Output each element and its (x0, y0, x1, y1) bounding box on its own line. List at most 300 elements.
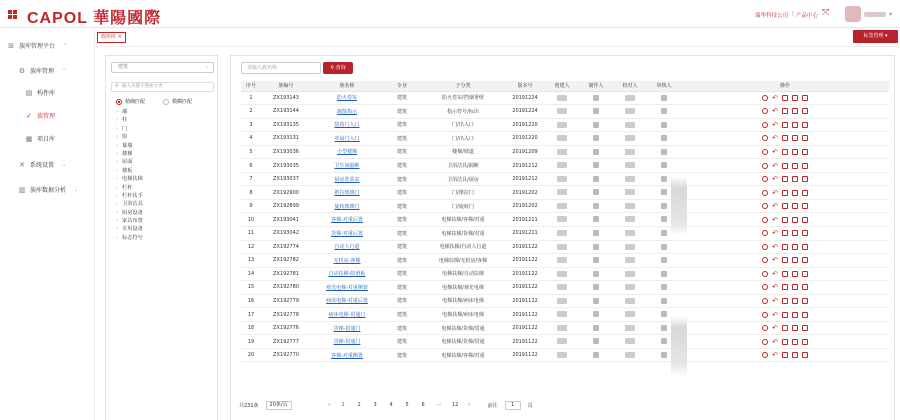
refresh-icon[interactable] (762, 257, 768, 263)
cell-person-redacted (579, 294, 613, 308)
chevron-right-icon: › (116, 150, 119, 157)
column-header: 序号 (241, 81, 261, 91)
user-name[interactable] (864, 12, 886, 17)
cell-person-redacted (613, 335, 647, 349)
edit-icon[interactable] (782, 190, 788, 196)
cell-name[interactable]: 防盗门入口 (311, 118, 383, 132)
undo-icon[interactable]: ↶ (772, 175, 778, 184)
redacted-name (625, 271, 635, 277)
cell-ver: 20191211 (505, 226, 545, 240)
document-icon[interactable] (792, 352, 798, 358)
table-row[interactable] (241, 226, 889, 240)
cell-person-redacted (647, 254, 681, 268)
refresh-icon[interactable] (762, 244, 768, 250)
fullscreen-icon[interactable]: ⤧ (822, 8, 830, 18)
redacted-name (593, 122, 599, 128)
chevron-down-icon: ⌄ (204, 64, 209, 70)
table-row[interactable] (241, 213, 889, 227)
redacted-name (661, 149, 667, 155)
sidebar (0, 29, 95, 420)
cell-sub: 门/旋转门 (421, 199, 505, 213)
tree-item[interactable] (116, 225, 216, 233)
cell-actions (681, 213, 889, 227)
table-row[interactable] (241, 186, 889, 200)
redacted-name (661, 338, 667, 344)
blurred-region (671, 176, 687, 236)
table-row[interactable] (241, 132, 889, 146)
table-row[interactable] (241, 308, 889, 322)
document-icon[interactable] (792, 217, 798, 223)
chevron-right-icon: › (116, 201, 119, 208)
delete-icon[interactable] (802, 95, 808, 101)
refresh-icon[interactable] (762, 271, 768, 277)
cell-person-redacted (579, 321, 613, 335)
cell-person-redacted (613, 186, 647, 200)
delete-icon[interactable] (802, 149, 808, 155)
tree-item[interactable] (116, 142, 216, 150)
redacted-name (625, 135, 635, 141)
page-number[interactable]: 1 (341, 402, 345, 408)
table-row[interactable] (241, 335, 889, 349)
cell-no: 12 (241, 240, 261, 254)
column-header: 族编号 (261, 81, 311, 91)
family-search-input[interactable]: 请输入族名称 (241, 62, 321, 74)
cell-major: 建筑 (383, 145, 421, 159)
cell-actions (681, 254, 889, 268)
cell-name[interactable]: 疏散指示 (311, 105, 383, 119)
sidebar-item-platform[interactable] (7, 41, 67, 50)
cell-name[interactable]: 病床电梯-对重后置 (311, 294, 383, 308)
edit-icon[interactable] (782, 271, 788, 277)
edit-icon[interactable] (782, 122, 788, 128)
cell-name[interactable]: 货梯-贯通门 (311, 335, 383, 349)
cell-ver: 20191122 (505, 294, 545, 308)
next-page-button[interactable]: › (468, 402, 471, 408)
cell-name[interactable]: 无机房-客梯 (311, 254, 383, 268)
refresh-icon[interactable] (762, 176, 768, 182)
undo-icon[interactable]: ↶ (772, 120, 778, 129)
refresh-icon[interactable] (762, 95, 768, 101)
cell-ver: 20191202 (505, 186, 545, 200)
tree-item-label: 柱 (122, 117, 128, 124)
document-icon[interactable] (792, 257, 798, 263)
cell-major: 建筑 (383, 254, 421, 268)
table-row[interactable] (241, 159, 889, 173)
undo-icon[interactable]: ↶ (772, 269, 778, 278)
tree-item-label: 专用设备 (122, 226, 143, 233)
document-icon[interactable] (792, 244, 798, 250)
table-row[interactable] (241, 294, 889, 308)
tree-item[interactable] (116, 133, 216, 141)
cell-name[interactable]: 病床电梯-贯通门 (311, 308, 383, 322)
undo-icon[interactable]: ↶ (772, 242, 778, 251)
undo-icon[interactable]: ↶ (772, 283, 778, 292)
redacted-name (661, 325, 667, 331)
category-tree (116, 108, 216, 242)
document-icon[interactable] (792, 95, 798, 101)
cell-person-redacted (647, 132, 681, 146)
delete-icon[interactable] (802, 298, 808, 304)
redacted-name (557, 108, 567, 114)
top-bar (0, 0, 900, 28)
tree-item-label: 楼梯 (122, 150, 133, 157)
delete-icon[interactable] (802, 271, 808, 277)
cell-person-redacted (545, 308, 579, 322)
tree-item[interactable] (116, 217, 216, 225)
app-grid-icon[interactable] (8, 10, 17, 19)
major-select[interactable] (111, 62, 214, 73)
cell-no: 5 (241, 145, 261, 159)
redacted-name (661, 176, 667, 182)
cell-person-redacted (579, 240, 613, 254)
cell-no: 4 (241, 132, 261, 146)
tree-item[interactable] (116, 192, 216, 200)
pagination (239, 398, 879, 412)
table-row[interactable] (241, 321, 889, 335)
undo-icon[interactable]: ↶ (772, 296, 778, 305)
redacted-name (661, 135, 667, 141)
document-icon[interactable] (792, 271, 798, 277)
page-size-select[interactable]: 20条/页 (266, 401, 292, 410)
sidebar-item-family[interactable] (25, 111, 55, 120)
delete-icon[interactable] (802, 284, 808, 290)
edit-icon[interactable] (782, 244, 788, 250)
cell-major: 建筑 (383, 132, 421, 146)
delete-icon[interactable] (802, 163, 808, 169)
refresh-icon[interactable] (762, 230, 768, 236)
cell-name[interactable]: 小型楼梯 (311, 145, 383, 159)
page-number[interactable]: 5 (405, 402, 409, 408)
refresh-icon[interactable] (762, 284, 768, 290)
cell-code: ZX192780 (261, 281, 311, 295)
radio-exact[interactable] (116, 98, 145, 105)
refresh-icon[interactable] (762, 122, 768, 128)
refresh-icon[interactable] (762, 217, 768, 223)
cell-person-redacted (545, 145, 579, 159)
document-icon[interactable] (792, 230, 798, 236)
cell-name[interactable]: 单扇门入口 (311, 132, 383, 146)
refresh-icon[interactable] (762, 339, 768, 345)
document-icon[interactable] (792, 298, 798, 304)
cell-person-redacted (613, 105, 647, 119)
refresh-icon[interactable] (762, 149, 768, 155)
tree-item[interactable] (116, 158, 216, 166)
refresh-icon[interactable] (762, 190, 768, 196)
tag-manage-button[interactable]: 标签管理 ▾ (853, 30, 898, 43)
cell-name[interactable]: 自动扶梯-防滑板 (311, 267, 383, 281)
edit-icon[interactable] (782, 95, 788, 101)
cell-name[interactable]: 货梯-贯通门 (311, 321, 383, 335)
redacted-name (593, 189, 599, 195)
undo-icon[interactable]: ↶ (772, 256, 778, 265)
tree-item-label: 电梯扶梯 (122, 176, 143, 183)
cell-actions (681, 226, 889, 240)
document-icon[interactable] (792, 284, 798, 290)
tree-item[interactable] (116, 200, 216, 208)
cell-name[interactable]: 防火卷帘 (311, 91, 383, 105)
cell-sub: 电梯扶梯/病床电梯 (421, 308, 505, 322)
redacted-name (557, 257, 567, 263)
edit-icon[interactable] (782, 135, 788, 141)
cell-actions (681, 294, 889, 308)
chevron-down-icon[interactable]: ▾ (889, 11, 893, 18)
cell-name[interactable]: 厨房洗菜盆 (311, 172, 383, 186)
cell-code: ZX192774 (261, 240, 311, 254)
redacted-name (625, 230, 635, 236)
cell-major: 建筑 (383, 281, 421, 295)
chevron-up-icon: ⌃ (62, 67, 67, 74)
refresh-icon[interactable] (762, 312, 768, 318)
redacted-name (661, 257, 667, 263)
cell-person-redacted (579, 145, 613, 159)
edit-icon[interactable] (782, 203, 788, 209)
chevron-right-icon: › (116, 176, 119, 183)
delete-icon[interactable] (802, 176, 808, 182)
cell-name[interactable]: 货梯-对重后置 (311, 226, 383, 240)
undo-icon[interactable]: ↶ (772, 134, 778, 143)
undo-icon[interactable]: ↶ (772, 229, 778, 238)
cell-actions (681, 240, 889, 254)
document-icon[interactable] (792, 108, 798, 114)
cell-sub: 楼梯/坡道 (421, 145, 505, 159)
refresh-icon[interactable] (762, 325, 768, 331)
sidebar-item-library[interactable] (18, 66, 66, 75)
document-icon[interactable] (792, 325, 798, 331)
logo: CAPOL 華陽國際 (27, 10, 162, 27)
refresh-icon[interactable] (762, 352, 768, 358)
tree-item[interactable] (116, 150, 216, 158)
edit-icon[interactable] (782, 312, 788, 318)
table-row[interactable] (241, 91, 889, 105)
delete-icon[interactable] (802, 312, 808, 318)
cell-name[interactable]: 客梯-对重侧置 (311, 348, 383, 362)
document-icon[interactable] (792, 190, 798, 196)
table-row[interactable] (241, 118, 889, 132)
redacted-name (625, 203, 635, 209)
undo-icon[interactable]: ↶ (772, 310, 778, 319)
undo-icon[interactable]: ↶ (772, 188, 778, 197)
query-button[interactable] (323, 62, 353, 74)
redacted-name (593, 338, 599, 344)
delete-icon[interactable] (802, 108, 808, 114)
cell-ver: 20191122 (505, 267, 545, 281)
cell-code: ZX192779 (261, 294, 311, 308)
cell-actions (681, 199, 889, 213)
category-tree-panel (105, 55, 218, 420)
cell-actions (681, 348, 889, 362)
table-row[interactable] (241, 281, 889, 295)
delete-icon[interactable] (802, 230, 808, 236)
cell-name[interactable]: 观光电梯-对重侧置 (311, 281, 383, 295)
chevron-right-icon: › (116, 125, 119, 132)
undo-icon[interactable]: ↶ (772, 202, 778, 211)
delete-icon[interactable] (802, 257, 808, 263)
separator: | (792, 11, 794, 17)
edit-icon[interactable] (782, 325, 788, 331)
refresh-icon[interactable] (762, 203, 768, 209)
tree-item[interactable] (116, 175, 216, 183)
chevron-right-icon: › (116, 134, 119, 141)
delete-icon[interactable] (802, 244, 808, 250)
redacted-name (625, 352, 635, 358)
refresh-icon[interactable] (762, 135, 768, 141)
cell-sub: 电梯扶梯/自动人行道 (421, 240, 505, 254)
table-row[interactable] (241, 240, 889, 254)
delete-icon[interactable] (802, 352, 808, 358)
edit-icon[interactable] (782, 176, 788, 182)
delete-icon[interactable] (802, 217, 808, 223)
delete-icon[interactable] (802, 135, 808, 141)
undo-icon[interactable]: ↶ (772, 337, 778, 346)
sidebar-item-settings[interactable] (18, 160, 66, 169)
delete-icon[interactable] (802, 122, 808, 128)
edit-icon[interactable] (782, 108, 788, 114)
redacted-name (625, 338, 635, 344)
edit-icon[interactable] (782, 257, 788, 263)
cell-name[interactable]: 旋转玻璃门 (311, 199, 383, 213)
cell-major: 建筑 (383, 105, 421, 119)
prev-page-button[interactable]: ‹ (328, 402, 331, 408)
cell-no: 13 (241, 254, 261, 268)
redacted-name (593, 352, 599, 358)
cell-person-redacted (613, 213, 647, 227)
company-name[interactable]: 瑞华科技公司 (755, 13, 789, 19)
cell-person-redacted (545, 294, 579, 308)
edit-icon[interactable] (782, 284, 788, 290)
column-header: 专业 (383, 81, 421, 91)
page-number[interactable]: 6 (421, 402, 425, 408)
tree-item[interactable] (116, 125, 216, 133)
table-row[interactable] (241, 172, 889, 186)
cell-major: 建筑 (383, 267, 421, 281)
redacted-name (593, 149, 599, 155)
tree-item[interactable] (116, 116, 216, 124)
goto-page-input[interactable]: 1 (505, 401, 521, 410)
cell-ver: 20191122 (505, 335, 545, 349)
search-icon: ⚲ (330, 65, 335, 71)
page-number[interactable]: 4 (389, 402, 393, 408)
delete-icon[interactable] (802, 190, 808, 196)
undo-icon[interactable]: ↶ (772, 161, 778, 170)
table-row[interactable] (241, 199, 889, 213)
refresh-icon[interactable] (762, 108, 768, 114)
page-number[interactable]: ··· (436, 402, 442, 408)
redacted-name (625, 298, 635, 304)
redacted-name (593, 176, 599, 182)
delete-icon[interactable] (802, 203, 808, 209)
redacted-name (593, 203, 599, 209)
undo-icon[interactable]: ↶ (772, 107, 778, 116)
document-icon[interactable] (792, 176, 798, 182)
cell-sub: 防火卷帘/挡烟垂壁 (421, 91, 505, 105)
cell-ver: 20191122 (505, 321, 545, 335)
refresh-icon[interactable] (762, 163, 768, 169)
cell-no: 18 (241, 321, 261, 335)
major-select-value: 建筑 (118, 64, 129, 70)
undo-icon[interactable]: ↶ (772, 147, 778, 156)
document-icon[interactable] (792, 203, 798, 209)
cell-code: ZX193036 (261, 145, 311, 159)
tree-item[interactable] (116, 184, 216, 192)
tree-item-label: 墙 (122, 109, 128, 115)
redacted-name (625, 149, 635, 155)
undo-icon[interactable]: ↶ (772, 351, 778, 360)
sidebar-item-project[interactable] (25, 134, 55, 143)
table-row[interactable] (241, 254, 889, 268)
document-icon[interactable] (792, 339, 798, 345)
cell-person-redacted (545, 281, 579, 295)
radio-fuzzy[interactable] (163, 98, 192, 105)
cell-name[interactable]: 推拉玻璃门 (311, 186, 383, 200)
redacted-name (593, 162, 599, 168)
column-header: 审核人 (647, 81, 681, 91)
undo-icon[interactable]: ↶ (772, 93, 778, 102)
document-icon[interactable] (792, 312, 798, 318)
document-icon[interactable] (792, 149, 798, 155)
undo-icon[interactable]: ↶ (772, 215, 778, 224)
cell-code: ZX192782 (261, 254, 311, 268)
redacted-name (557, 298, 567, 304)
edit-icon[interactable] (782, 339, 788, 345)
edit-icon[interactable] (782, 352, 788, 358)
redacted-name (557, 122, 567, 128)
redacted-name (625, 122, 635, 128)
cell-person-redacted (579, 254, 613, 268)
undo-icon[interactable]: ↶ (772, 324, 778, 333)
document-icon[interactable] (792, 163, 798, 169)
page-number[interactable]: 2 (357, 402, 361, 408)
cell-name[interactable]: 卫生间隔断 (311, 159, 383, 173)
category-search-input[interactable] (111, 82, 214, 92)
cell-ver: 20191209 (505, 145, 545, 159)
tab-family-library[interactable]: 族库库 × (97, 32, 126, 43)
page-number[interactable]: 12 (451, 402, 459, 408)
edit-icon[interactable] (782, 298, 788, 304)
edit-icon[interactable] (782, 149, 788, 155)
tree-item[interactable] (116, 108, 216, 116)
chevron-right-icon: › (116, 167, 119, 174)
table-row[interactable] (241, 348, 889, 362)
cell-person-redacted (579, 105, 613, 119)
avatar[interactable] (845, 6, 861, 22)
cell-name[interactable]: 自动人行道 (311, 240, 383, 254)
sidebar-item-component[interactable] (25, 88, 55, 97)
redacted-name (625, 176, 635, 182)
edit-icon[interactable] (782, 217, 788, 223)
product-center-link[interactable]: 产品中心 (796, 13, 819, 19)
tree-item[interactable] (116, 234, 216, 242)
document-icon[interactable] (792, 135, 798, 141)
document-icon[interactable] (792, 122, 798, 128)
tree-item[interactable] (116, 167, 216, 175)
radio-dot-checked (116, 99, 122, 105)
tree-item[interactable] (116, 209, 216, 217)
cell-name[interactable]: 客梯-对重后置 (311, 213, 383, 227)
table-row[interactable] (241, 267, 889, 281)
edit-icon[interactable] (782, 230, 788, 236)
refresh-icon[interactable] (762, 298, 768, 304)
delete-icon[interactable] (802, 339, 808, 345)
table-row[interactable] (241, 145, 889, 159)
cell-no: 19 (241, 335, 261, 349)
delete-icon[interactable] (802, 325, 808, 331)
edit-icon[interactable] (782, 163, 788, 169)
redacted-name (593, 257, 599, 263)
page-number[interactable]: 3 (373, 402, 377, 408)
redacted-name (557, 216, 567, 222)
table-row[interactable] (241, 105, 889, 119)
sidebar-item-analysis[interactable] (18, 185, 78, 194)
